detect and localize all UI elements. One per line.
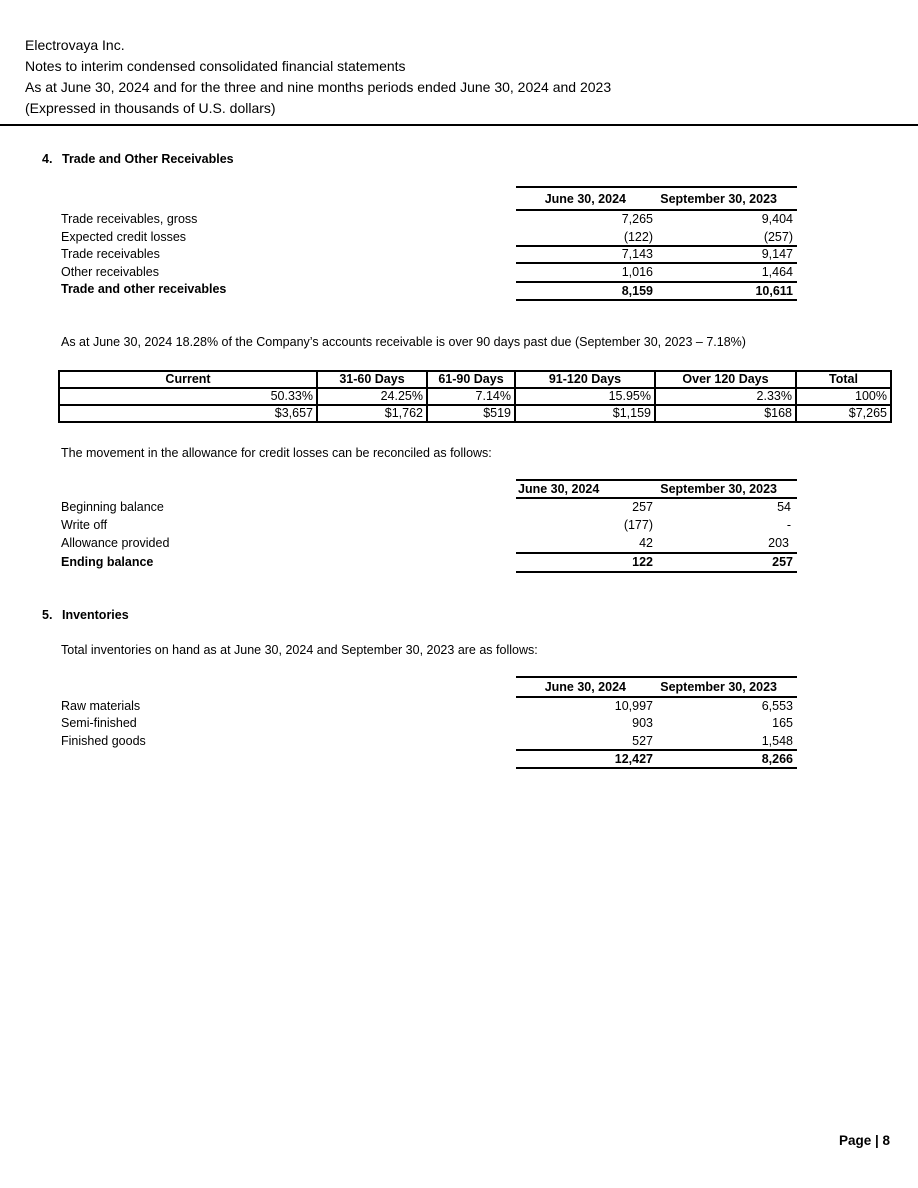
allowance-row-value-1: 257: [632, 500, 653, 514]
inventories-header-rule: [516, 696, 797, 698]
receivables-total-value-2: 10,611: [755, 284, 793, 298]
inventories-row-value-2: 6,553: [761, 699, 793, 713]
inventories-row-label: Raw materials: [61, 699, 141, 713]
aging-amount-cell: $3,657: [59, 405, 317, 422]
allowance-row-value-2: -: [786, 518, 791, 532]
aging-header-cell: 31-60 Days: [317, 371, 427, 388]
aging-table: [58, 370, 892, 423]
inventories-total-value-1: 12,427: [614, 752, 653, 766]
allowance-row-value-1: 42: [639, 536, 653, 550]
allowance-col-1-header: June 30, 2024: [518, 482, 600, 496]
aging-header-cell: Total: [796, 371, 891, 388]
inventories-row-label: Semi-finished: [61, 716, 137, 730]
allowance-total-value-1: 122: [632, 555, 653, 569]
aging-percent-row: [59, 388, 891, 405]
aging-amount-row: [59, 405, 891, 422]
receivables-row-label: Trade receivables, gross: [61, 212, 198, 226]
receivables-row-value-2: (257): [763, 230, 793, 244]
aging-amount-cell: $7,265: [796, 405, 891, 422]
period-description: As at June 30, 2024 and for the three and nine months periods ended June 30, 2024 and 2023: [25, 79, 612, 95]
section-4-heading: [42, 152, 234, 166]
inventories-row-value-2: 1,548: [761, 734, 793, 748]
inventories-total-value-2: 8,266: [761, 752, 793, 766]
inventories-top-rule: [516, 676, 797, 678]
aging-percent-cell: 15.95%: [515, 388, 655, 405]
inventories-col-2-header: September 30, 2023: [660, 680, 777, 694]
inventories-row-value-2: 165: [772, 716, 793, 730]
receivables-row-value-1: 7,143: [621, 247, 653, 261]
allowance-note: The movement in the allowance for credit losses can be reconciled as follows:: [61, 446, 492, 460]
allowance-row-label: Beginning balance: [61, 500, 164, 514]
section-4-number: 4.: [42, 152, 53, 166]
document-title: Notes to interim condensed consolidated financial statements: [25, 58, 406, 74]
receivables-row-label: Other receivables: [61, 265, 159, 279]
aging-amount-cell: $1,159: [515, 405, 655, 422]
section-4-title: Trade and Other Receivables: [62, 152, 234, 166]
aging-amount-cell: $519: [427, 405, 515, 422]
receivables-mid-rule: [516, 262, 797, 264]
allowance-col-2-header: September 30, 2023: [660, 482, 777, 496]
inventories-row-value-1: 903: [632, 716, 653, 730]
aging-note: As at June 30, 2024 18.28% of the Company’s accounts receivable is over 90 days past due (September 30, 2023 – 7.18%): [61, 335, 746, 349]
allowance-row-value-2: 54: [777, 500, 791, 514]
aging-percent-cell: 2.33%: [655, 388, 796, 405]
allowance-row-label: Write off: [61, 518, 108, 532]
aging-percent-cell: 100%: [796, 388, 891, 405]
inventories-col-1-header: June 30, 2024: [544, 680, 626, 694]
currency-note: (Expressed in thousands of U.S. dollars): [25, 100, 276, 116]
aging-header-cell: 61-90 Days: [427, 371, 515, 388]
allowance-row-label: Allowance provided: [61, 536, 170, 550]
receivables-total-value-1: 8,159: [621, 284, 653, 298]
allowance-top-rule: [516, 479, 797, 481]
receivables-row-value-2: 9,404: [761, 212, 793, 226]
aging-header-row: [59, 371, 891, 388]
inventories-bottom-rule: [516, 767, 797, 769]
aging-amount-cell: $1,762: [317, 405, 427, 422]
aging-header-cell: 91-120 Days: [515, 371, 655, 388]
section-5-number: 5.: [42, 608, 53, 622]
allowance-total-value-2: 257: [772, 555, 793, 569]
receivables-header-rule: [516, 209, 797, 211]
allowance-header-rule: [516, 497, 797, 499]
receivables-row-value-1: (122): [623, 230, 653, 244]
inventories-row-value-1: 10,997: [614, 699, 653, 713]
receivables-total-rule: [516, 281, 797, 283]
allowance-total-label: Ending balance: [61, 555, 154, 569]
receivables-row-value-2: 9,147: [761, 247, 793, 261]
aging-percent-cell: 24.25%: [317, 388, 427, 405]
inventories-note: Total inventories on hand as at June 30, 2024 and September 30, 2023 are as follows:: [61, 643, 538, 657]
company-name: Electrovaya Inc.: [25, 37, 125, 53]
allowance-bottom-rule: [516, 571, 797, 573]
receivables-top-rule: [516, 186, 797, 188]
receivables-col-2-header: September 30, 2023: [660, 192, 777, 206]
aging-amount-cell: $168: [655, 405, 796, 422]
section-5-title: Inventories: [62, 608, 129, 622]
aging-header-cell: Current: [59, 371, 317, 388]
allowance-total-rule: [516, 552, 797, 554]
receivables-bottom-rule: [516, 299, 797, 301]
receivables-col-1-header: June 30, 2024: [544, 192, 626, 206]
allowance-row-value-2: 203: [768, 536, 789, 550]
inventories-row-label: Finished goods: [61, 734, 146, 748]
receivables-row-value-2: 1,464: [761, 265, 793, 279]
section-5-heading: [42, 608, 129, 622]
receivables-row-value-1: 7,265: [621, 212, 653, 226]
receivables-total-label: Trade and other receivables: [61, 282, 227, 296]
aging-header-cell: Over 120 Days: [655, 371, 796, 388]
allowance-row-value-1: (177): [623, 518, 653, 532]
receivables-row-label: Expected credit losses: [61, 230, 187, 244]
receivables-row-label: Trade receivables: [61, 247, 160, 261]
header-divider: [0, 124, 918, 126]
aging-percent-cell: 50.33%: [59, 388, 317, 405]
page-number: Page | 8: [838, 1133, 890, 1148]
inventories-total-rule: [516, 749, 797, 751]
aging-percent-cell: 7.14%: [427, 388, 515, 405]
inventories-row-value-1: 527: [632, 734, 653, 748]
receivables-row-value-1: 1,016: [621, 265, 653, 279]
